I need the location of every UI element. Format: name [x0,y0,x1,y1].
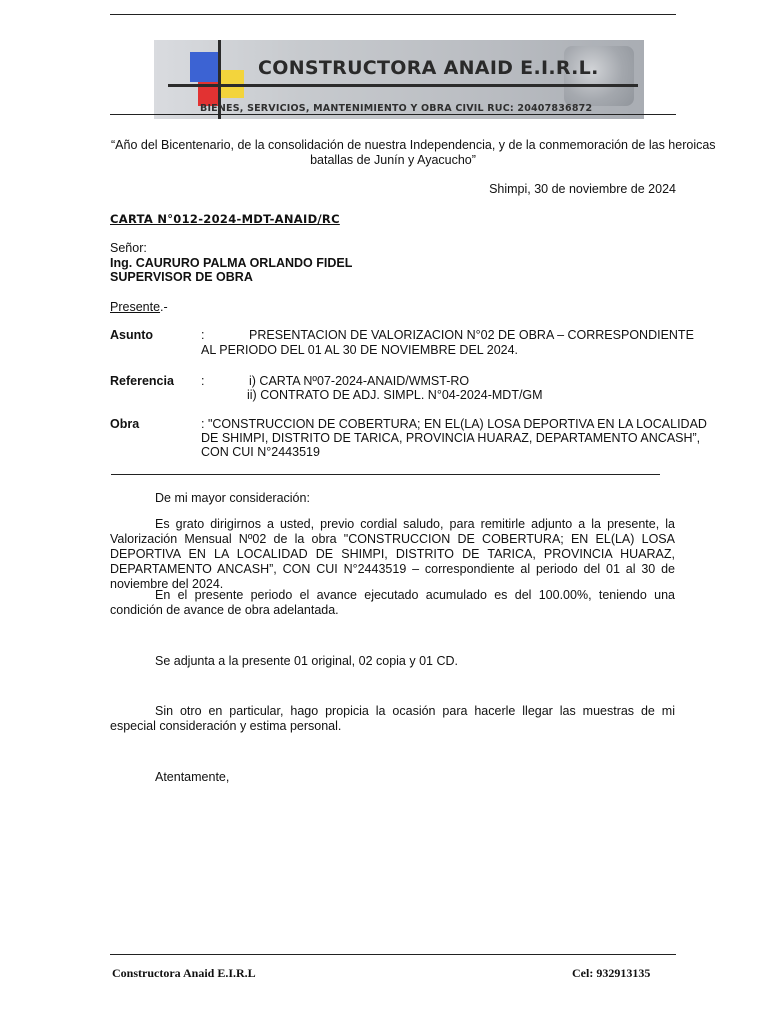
obra-label: Obra [110,417,140,431]
greeting-text: De mi mayor consideración: [155,491,310,505]
asunto-line2: AL PERIODO DEL 01 AL 30 DE NOVIEMBRE DEL 2024. [201,343,519,357]
closing-text: Atentamente, [155,770,230,784]
year-motto-line2: batallas de Junín y Ayacucho” [310,153,476,167]
footer-phone: Cel: 932913135 [572,966,651,980]
company-tagline: BIENES, SERVICIOS, MANTENIMIENTO Y OBRA CIVIL RUC: 20407836872 [200,103,593,114]
recipient-role: SUPERVISOR DE OBRA [110,270,253,284]
presente-word: Presente [110,300,161,314]
obra-line2: DE SHIMPI, DISTRITO DE TARICA, PROVINCIA HUARAZ, DEPARTAMENTO ANCASH”, [201,431,701,445]
paragraph-2 [110,588,675,618]
presente-line [110,300,168,315]
footer-rule [110,954,676,955]
paragraph-3-text: Se adjunta a la presente 01 original, 02 copia y 01 CD. [155,654,458,668]
referencia-label: Referencia [110,374,174,388]
asunto-line1: PRESENTACION DE VALORIZACION N°02 DE OBRA – CORRESPONDIENTE [249,328,694,342]
top-rule [110,14,676,15]
greeting [110,491,310,506]
paragraph-2-text: En el presente periodo el avance ejecutado acumulado es del 100.00%, teniendo una condición de avance de obra adelantada. [110,588,675,617]
company-logo-banner [154,40,644,119]
year-motto-line1: “Año del Bicentenario, de la consolidación de nuestra Independencia, y de la conmemoración de las heroicas [111,138,716,152]
asunto-label: Asunto [110,328,154,342]
recipient-name: Ing. CAURURO PALMA ORLANDO FIDEL [110,256,353,270]
fields-separator-rule [111,474,660,475]
referencia-item-2: ii) CONTRATO DE ADJ. SIMPL. N°04-2024-MDT/GM [247,388,543,402]
paragraph-4-text: Sin otro en particular, hago propicia la ocasión para hacerle llegar las muestras de mi especial consideración y estima personal. [110,704,675,733]
paragraph-3 [110,654,458,669]
footer-company: Constructora Anaid E.I.R.L [112,966,256,980]
obra-line1: : "CONSTRUCCION DE COBERTURA; EN EL(LA) LOSA DEPORTIVA EN LA LOCALIDAD [201,417,707,431]
presente-suffix: .- [160,300,168,314]
place-date: Shimpi, 30 de noviembre de 2024 [489,182,676,196]
paragraph-4 [110,704,675,734]
company-name: CONSTRUCTORA ANAID E.I.R.L. [258,57,599,79]
referencia-colon: : [201,374,205,388]
asunto-colon: : [201,328,205,342]
referencia-item-1: i) CARTA Nº07-2024-ANAID/WMST-RO [249,374,470,388]
paragraph-1 [110,517,675,592]
letter-number: CARTA N°012-2024-MDT-ANAID/RC [110,212,340,226]
logo-blue-square-icon [190,52,220,82]
paragraph-1-text: Es grato dirigirnos a usted, previo cordial saludo, para remitirle adjunto a la presente, la Valorización Mensual Nº02 de la obra "CONSTRUCCION DE COBERTURA; EN EL(LA) LOSA DEPORTIVA EN LA LOCALIDAD DE SHIMPI, DISTRITO DE TARICA, PROVINCIA HUARAZ, DEPARTAMENTO ANCASH”, CON CUI N°2443519 – correspondiente al periodo del 01 al 30 de noviembre del 2024. [110,517,675,591]
closing [110,770,229,785]
logo-horizontal-bar [168,84,638,87]
recipient-salutation: Señor: [110,241,147,255]
header-rule [110,114,676,115]
obra-line3: CON CUI N°2443519 [201,445,320,459]
